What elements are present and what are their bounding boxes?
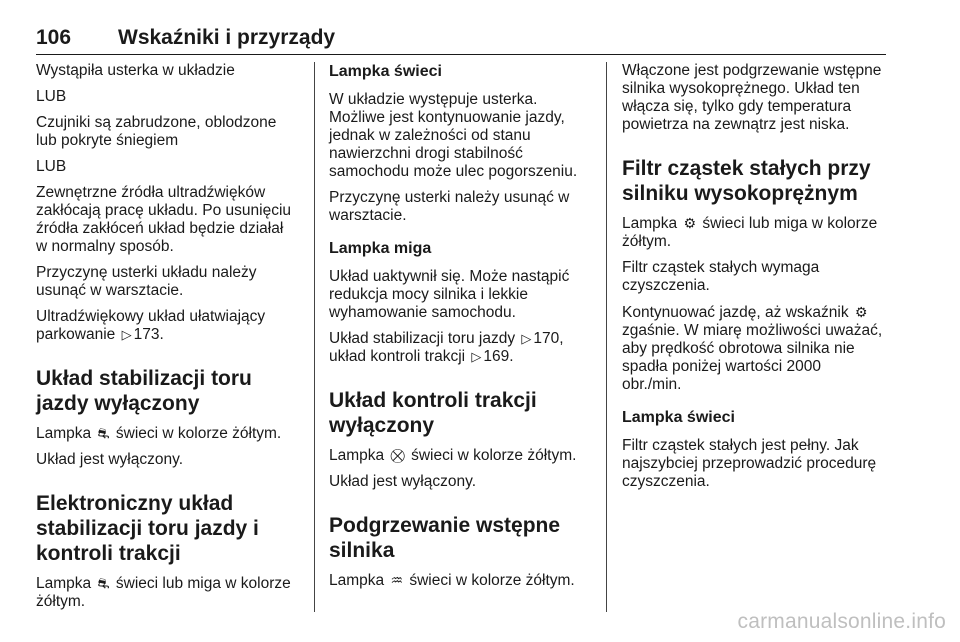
paragraph <box>329 330 591 366</box>
paragraph-text: układ kontroli trakcji <box>329 348 466 365</box>
paragraph-text: Układ stabilizacji toru jazdy <box>329 330 516 347</box>
section-heading: Układ kontroli trakcji wyłączony <box>329 389 537 437</box>
paragraph: Filtr cząstek stałych jest pełny. Jak najszybciej przeprowadzić procedurę czyszczenia. <box>622 437 877 490</box>
section-heading: Podgrzewanie wstępne silnika <box>329 514 561 562</box>
paragraph-text: świeci lub miga w kolorze żółtym. <box>36 575 291 610</box>
column-divider <box>314 62 315 612</box>
section-heading: Filtr cząstek stałych przy silniku wysokoprężnym <box>622 157 871 205</box>
esc-off-icon: ⛐ <box>97 425 110 441</box>
subheading: Lampka świeci <box>622 409 735 426</box>
watermark: carmanualsonline.info <box>737 610 946 633</box>
paragraph <box>329 446 591 465</box>
paragraph <box>622 214 884 251</box>
page-number: 106 <box>36 26 72 49</box>
paragraph-text: Lampka <box>622 215 678 232</box>
paragraph: LUB <box>36 88 67 105</box>
dpf-icon: ⚙ <box>854 304 868 320</box>
page-ref-link[interactable]: 173. <box>133 326 164 343</box>
paragraph-text: Lampka <box>36 425 92 442</box>
paragraph-text: świeci w kolorze żółtym. <box>115 425 282 442</box>
paragraph: Przyczynę usterki układu należy usunąć w warsztacie. <box>36 264 257 299</box>
tc-off-icon: ⛒ <box>390 447 405 463</box>
paragraph-text: Kontynuować jazdę, aż wskaźnik <box>622 304 849 321</box>
column-divider <box>606 62 607 612</box>
subheading: Lampka miga <box>329 240 432 257</box>
paragraph: Zewnętrzne źródła ultradźwięków zakłócają pracę układu. Po usunięciu źródła zakłóceń układ będzie działał w normalny sposób. <box>36 184 292 255</box>
paragraph-text: świeci w kolorze żółtym. <box>411 447 577 464</box>
page-ref-icon: ▷ <box>521 331 532 346</box>
paragraph: LUB <box>36 158 67 175</box>
esc-tc-icon: ⛐ <box>97 575 110 591</box>
glow-plug-icon: ♒ <box>390 572 404 588</box>
paragraph-text: świeci lub miga w kolorze żółtym. <box>622 215 878 250</box>
paragraph: Przyczynę usterki należy usunąć w warsztacie. <box>329 189 570 224</box>
paragraph: Układ jest wyłączony. <box>36 451 184 468</box>
paragraph: Czujniki są zabrudzone, oblodzone lub pokryte śniegiem <box>36 114 277 149</box>
page-ref-link[interactable]: 169. <box>483 348 514 365</box>
page-ref-icon: ▷ <box>121 327 132 342</box>
page-header <box>36 24 886 55</box>
paragraph <box>36 308 298 344</box>
column-middle <box>329 62 591 598</box>
paragraph-text: Lampka <box>329 572 385 589</box>
subheading: Lampka świeci <box>329 63 442 80</box>
paragraph: W układzie występuje usterka. Możliwe jest kontynuowanie jazdy, jednak w zależności od stanu nawierzchni drogi stabilność samochodu może ulec pogorszeniu. <box>329 91 578 180</box>
page-ref-icon: ▷ <box>471 349 482 364</box>
paragraph <box>36 574 298 611</box>
paragraph <box>329 571 591 590</box>
paragraph-text: Lampka <box>329 447 385 464</box>
column-right <box>622 62 884 499</box>
page-title: Wskaźniki i przyrządy <box>118 26 336 49</box>
paragraph <box>622 303 884 394</box>
section-heading: Układ stabilizacji toru jazdy wyłączony <box>36 367 252 415</box>
section-heading: Elektroniczny układ stabilizacji toru jazdy i kontroli trakcji <box>36 492 259 565</box>
dpf-icon: ⚙ <box>683 215 697 231</box>
paragraph: Układ uaktywnił się. Może nastąpić redukcja mocy silnika i lekkie wyhamowanie samochodu. <box>329 268 570 321</box>
paragraph-text: Lampka <box>36 575 92 592</box>
column-left <box>36 62 298 619</box>
paragraph: Wystąpiła usterka w układzie <box>36 62 235 79</box>
paragraph-text: świeci w kolorze żółtym. <box>409 572 575 589</box>
paragraph <box>36 424 298 443</box>
paragraph-text: Ultradźwiękowy układ ułatwiający parkowanie <box>36 308 266 343</box>
page-ref-link[interactable]: 170, <box>533 330 564 347</box>
paragraph: Układ jest wyłączony. <box>329 473 477 490</box>
paragraph: Filtr cząstek stałych wymaga czyszczenia. <box>622 259 820 294</box>
paragraph: Włączone jest podgrzewanie wstępne silnika wysokoprężnego. Układ ten włącza się, tylko gdy temperatura powietrza na zewnątrz jest niska. <box>622 62 882 133</box>
paragraph-text: zgaśnie. W miarę możliwości uważać, aby prędkość obrotowa silnika nie spadła poniżej wartości 2000 obr./min. <box>622 322 883 393</box>
